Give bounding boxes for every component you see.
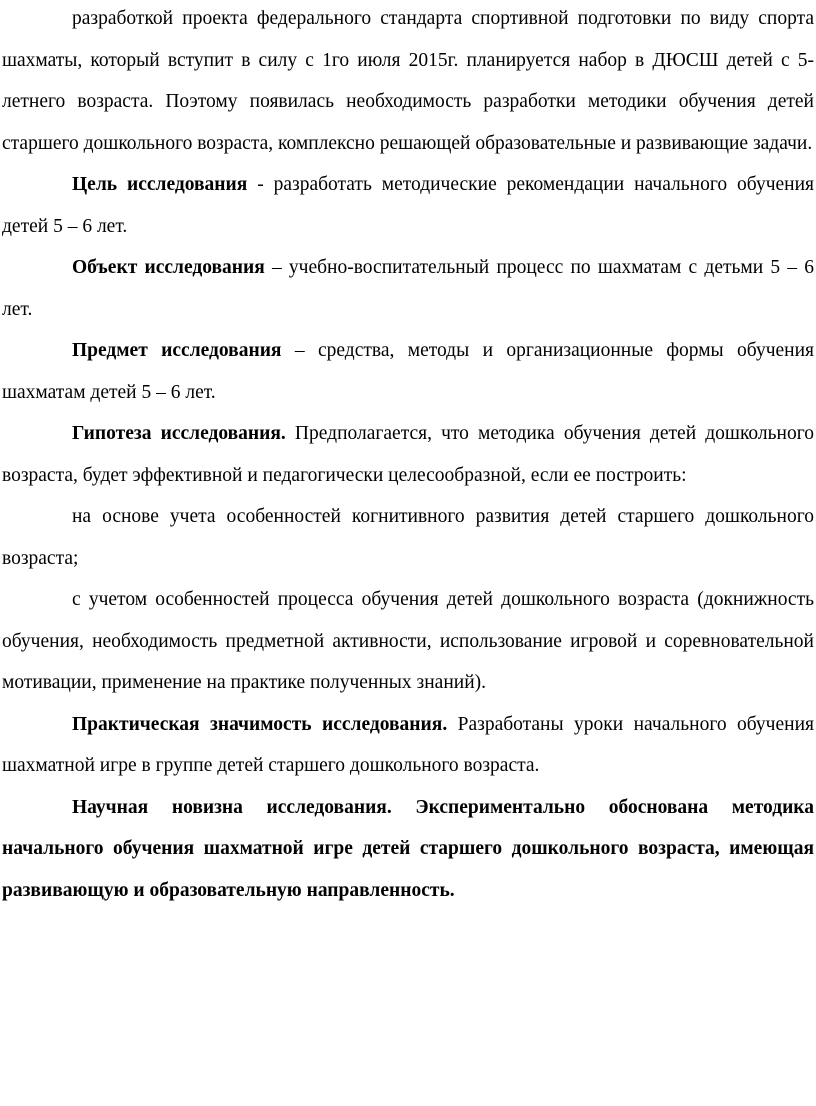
object-label: Объект исследования — [72, 257, 265, 278]
object-paragraph — [2, 247, 814, 330]
hypothesis-text: Предполагается, что методика обучения детей дошкольного возраста, будет эффективной и педагогически целесообразной, если ее построить: — [2, 423, 814, 486]
hypothesis-item-2: с учетом особенностей процесса обучения детей дошкольного возраста (докнижность обучения, необходимость предметной активности, использование игровой и соревновательной мотивации, применение на практике полученных знаний). — [2, 589, 814, 693]
practical-label: Практическая значимость исследования. — [72, 713, 448, 735]
hypothesis-item-1: на основе учета особенностей когнитивного развития детей старшего дошкольного возраста; — [2, 506, 814, 569]
subject-text: – средства, методы и организационные формы обучения шахматам детей 5 – 6 лет. — [2, 340, 814, 403]
hypothesis-paragraph — [2, 413, 814, 496]
hypothesis-label: Гипотеза исследования. — [72, 423, 286, 444]
practical-paragraph — [2, 704, 814, 787]
goal-label: Цель исследования — [72, 174, 248, 195]
subject-paragraph — [2, 330, 814, 413]
novelty-text: Экспериментально обоснована методика начального обучения шахматной игре детей старшего дошкольного возраста, имеющая развивающую и образовательную направленность. — [2, 796, 814, 901]
novelty-paragraph — [2, 787, 814, 912]
goal-paragraph — [2, 164, 814, 247]
subject-label: Предмет исследования — [72, 340, 282, 361]
object-text: – учебно-воспитательный процесс по шахматам с детьми 5 – 6 лет. — [2, 257, 814, 320]
goal-text: - разработать методические рекомендации начального обучения детей 5 – 6 лет. — [2, 174, 815, 237]
practical-text: Разработаны уроки начального обучения шахматной игре в группе детей старшего дошкольного возраста. — [2, 713, 814, 776]
novelty-label: Научная новизна исследования. — [72, 796, 392, 818]
intro-paragraph: разработкой проекта федерального стандарта спортивной подготовки по виду спорта шахматы, который вступит в силу с 1го июля 2015г. планируется набор в ДЮСШ детей с 5-летнего возраста. Поэтому появилась необходимость разработки методики обучения детей старшего дошкольного возраста, комплексно решающей образовательные и развивающие задачи. — [2, 8, 814, 154]
